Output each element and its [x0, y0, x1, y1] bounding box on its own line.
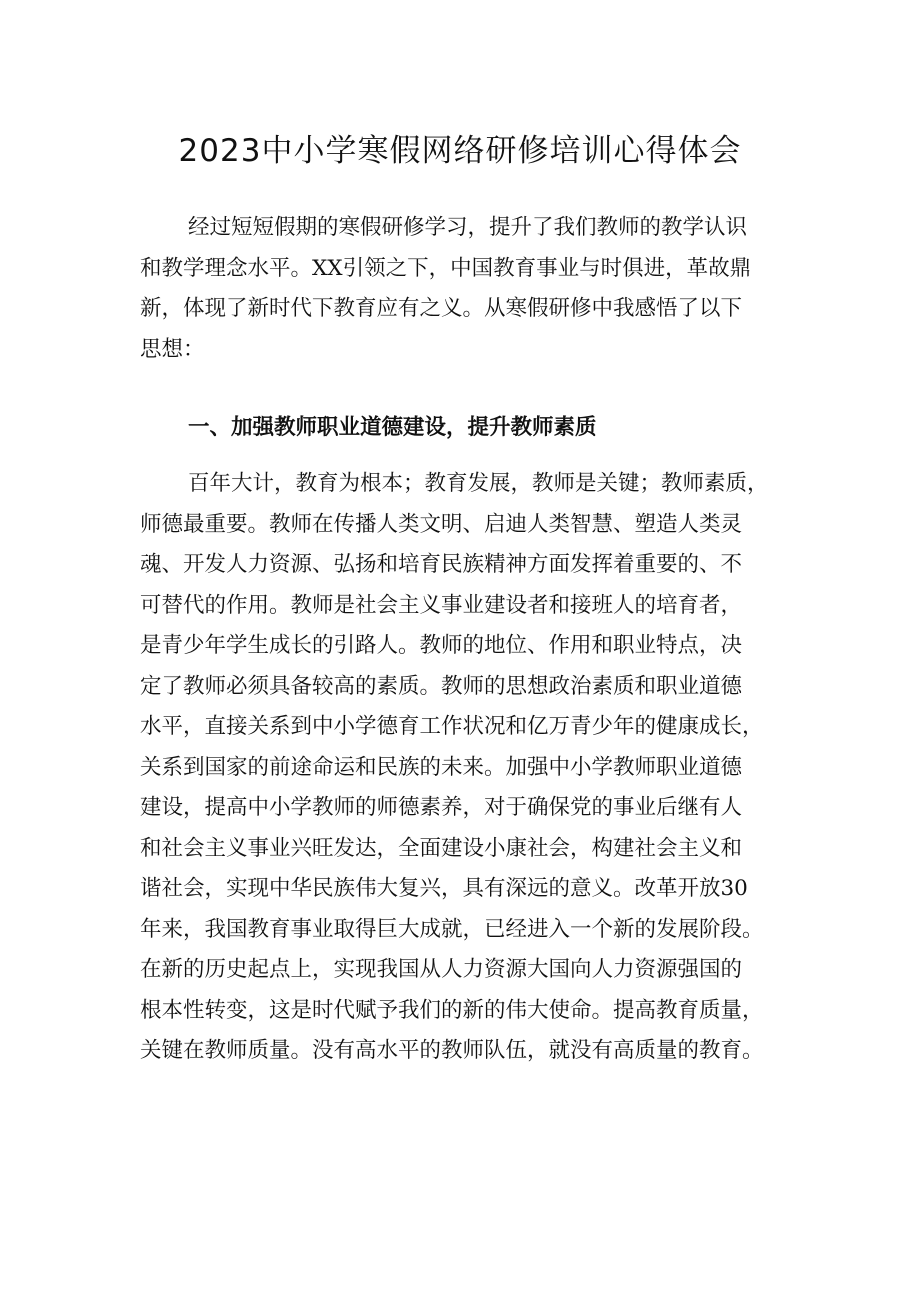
section-heading: 一、加强教师职业道德建设，提升教师素质: [188, 415, 597, 440]
paragraph-line: 建设，提高中小学教师的师德素养，对于确保党的事业后继有人: [140, 795, 743, 820]
document-title: 2023中小学寒假网络研修培训心得体会: [178, 133, 742, 169]
paragraph-line: 经过短短假期的寒假研修学习，提升了我们教师的教学认识: [188, 215, 748, 240]
paragraph-line: 是青少年学生成长的引路人。教师的地位、作用和职业特点，决: [140, 633, 743, 658]
paragraph-line: 水平，直接关系到中小学德育工作状况和亿万青少年的健康成长，: [140, 714, 764, 739]
paragraph-line: 师德最重要。教师在传播人类文明、启迪人类智慧、塑造人类灵: [140, 511, 743, 537]
paragraph-line: 定了教师必须具备较高的素质。教师的思想政治素质和职业道德: [140, 673, 743, 699]
paragraph-line: 百年大计，教育为根本；教育发展，教师是关键；教师素质，: [188, 471, 769, 496]
paragraph-section1: [140, 464, 788, 1072]
paragraph-line: 新，体现了新时代下教育应有之义。从寒假研修中我感悟了以下: [140, 296, 743, 321]
paragraph-line: 可替代的作用。教师是社会主义事业建设者和接班人的培育者，: [140, 592, 743, 618]
paragraph-line: 和社会主义事业兴旺发达，全面建设小康社会，构建社会主义和: [140, 835, 743, 861]
paragraph-line: 根本性转变，这是时代赋予我们的新的伟大使命。提高教育质量，: [140, 997, 764, 1023]
paragraph-line: 思想：: [140, 336, 205, 362]
paragraph-line: 和教学理念水平。XX引领之下，中国教育事业与时俱进，革故鼎: [140, 255, 752, 281]
paragraph-line: 在新的历史起点上，实现我国从人力资源大国向人力资源强国的: [140, 957, 743, 982]
paragraph-line: 谐社会，实现中华民族伟大复兴，具有深远的意义。改革开放30: [140, 876, 748, 901]
paragraph-line: 魂、开发人力资源、弘扬和培育民族精神方面发挥着重要的、不: [140, 552, 743, 577]
paragraph-line: 年来，我国教育事业取得巨大成就，已经进入一个新的发展阶段。: [140, 916, 764, 942]
paragraph-intro: [140, 208, 788, 370]
paragraph-line: 关键在教师质量。没有高水平的教师队伍，就没有高质量的教育。: [140, 1038, 764, 1063]
paragraph-line: 关系到国家的前途命运和民族的未来。加强中小学教师职业道德: [140, 754, 743, 780]
